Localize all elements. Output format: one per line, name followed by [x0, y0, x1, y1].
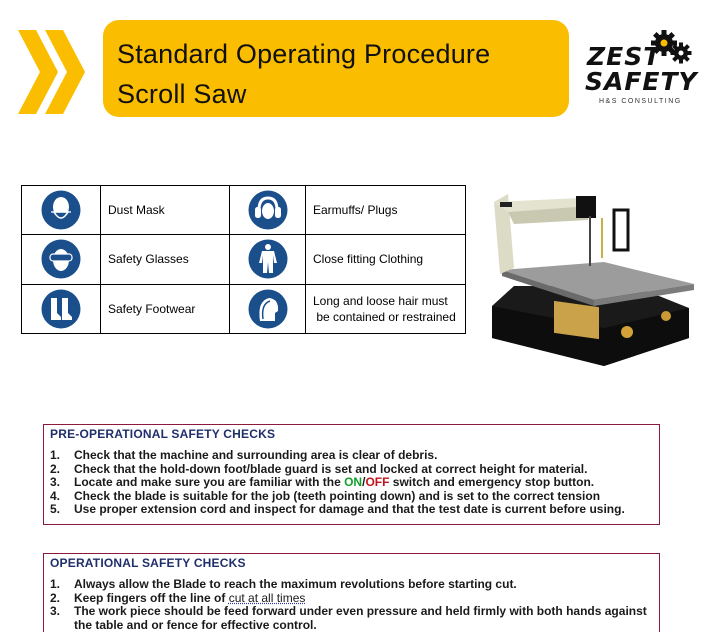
- dust-mask-icon: [41, 190, 81, 230]
- off-label: OFF: [365, 475, 390, 489]
- ppe-label: Earmuffs/ Plugs: [306, 186, 466, 235]
- check-list: [44, 449, 659, 517]
- title-banner: [103, 20, 569, 117]
- scroll-saw-image: [484, 188, 696, 368]
- pre-operational-checks: [43, 424, 660, 525]
- on-label: ON: [344, 475, 363, 489]
- list-item: 4. Check the blade is suitable for the job (teeth pointing down) and is set to the correct tension: [50, 488, 601, 503]
- list-item: 1. Always allow the Blade to reach the maximum revolutions before starting cut.: [50, 577, 517, 591]
- operational-checks: [43, 553, 660, 632]
- list-item: 2. Keep fingers off the line of cut at all times: [50, 590, 306, 605]
- list-item: 3. The work piece should be feed forward under even pressure and held firmly with both hands against the table and or fence for effective control.: [50, 604, 647, 632]
- list-item: 2. Check that the hold-down foot/blade guard is set and locked at correct height for material.: [50, 461, 588, 476]
- chevron-arrows-icon: [18, 30, 108, 114]
- section-heading: PRE-OPERATIONAL SAFETY CHECKS: [50, 427, 276, 441]
- ppe-label: Long and loose hair must be contained or restrained: [306, 284, 466, 333]
- table-row: [22, 186, 466, 235]
- page-title: Standard Operating Procedure: [117, 39, 491, 69]
- page-subtitle: Scroll Saw: [117, 79, 247, 109]
- logo-safety: SAFETY: [585, 67, 698, 96]
- ppe-label: Close fitting Clothing: [306, 235, 466, 284]
- clothing-icon: [248, 239, 288, 279]
- hair-icon: [248, 289, 288, 329]
- list-item: 1. Check that the machine and surrounding area is clear of debris.: [50, 448, 438, 462]
- list-item: 5. Use proper extension cord and inspect for damage and that the test date is current before using.: [50, 502, 625, 516]
- table-row: [22, 284, 466, 333]
- earmuffs-icon: [248, 190, 288, 230]
- logo-zest: ZEST: [587, 42, 662, 71]
- safety-boots-icon: [41, 289, 81, 329]
- section-heading: OPERATIONAL SAFETY CHECKS: [50, 556, 246, 570]
- logo-tagline: H&S CONSULTING: [599, 98, 682, 105]
- ppe-label: Safety Glasses: [101, 235, 230, 284]
- ppe-label: Dust Mask: [101, 186, 230, 235]
- safety-glasses-icon: [41, 239, 81, 279]
- list-item: 3. Locate and make sure you are familiar with the ON/OFF switch and emergency stop button.: [50, 475, 595, 489]
- ppe-label: Safety Footwear: [101, 284, 230, 333]
- ppe-table: [21, 185, 466, 334]
- check-list: [44, 578, 659, 632]
- company-logo: [583, 28, 701, 110]
- table-row: [22, 235, 466, 284]
